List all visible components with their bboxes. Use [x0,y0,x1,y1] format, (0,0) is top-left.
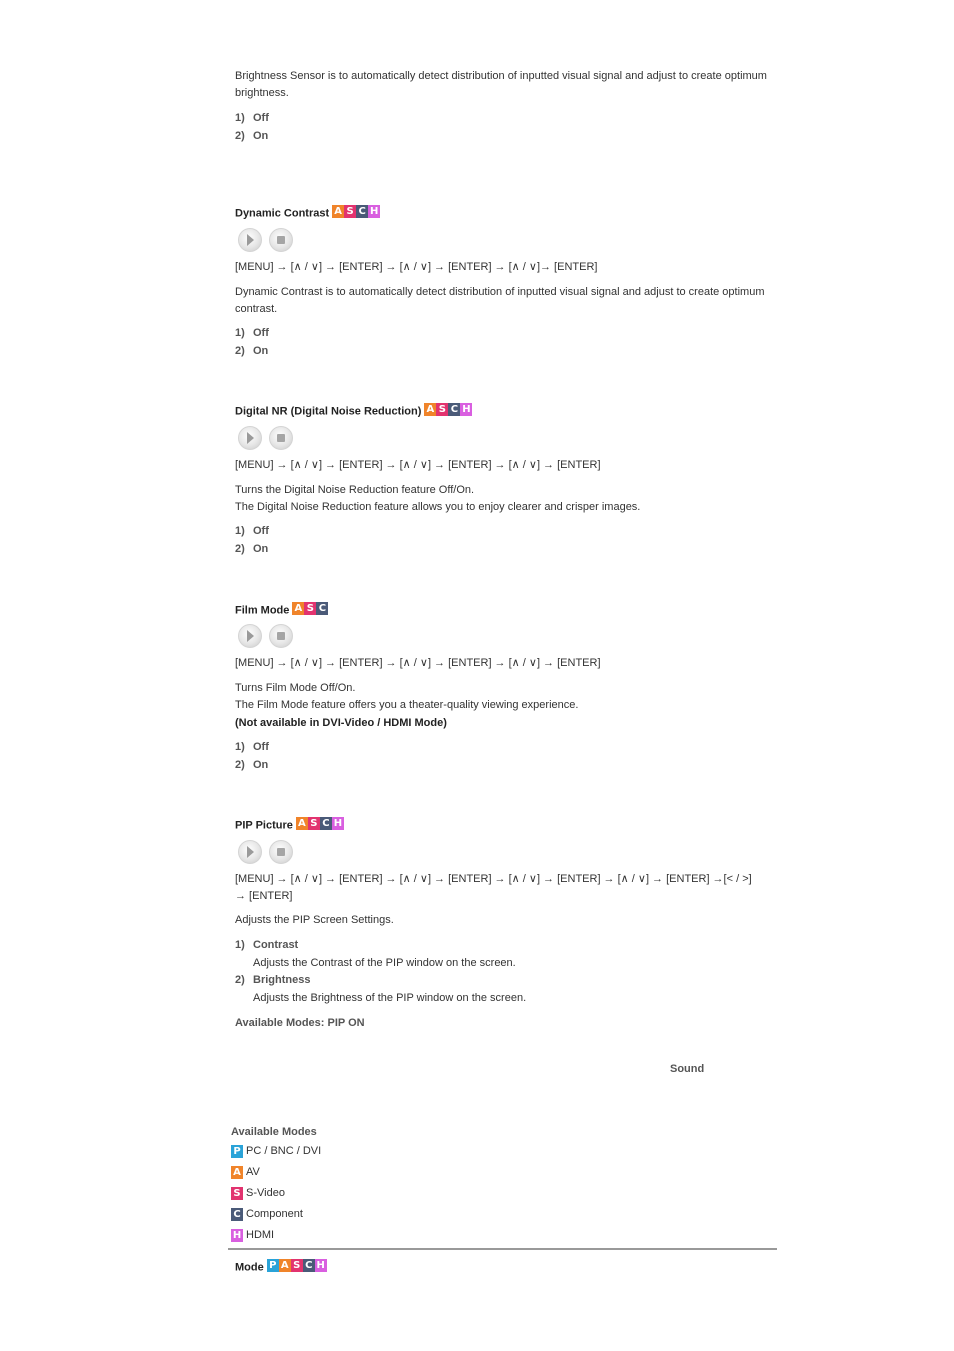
media-controls [238,228,300,252]
s-video-mode-icon: S [291,1259,303,1272]
media-controls [238,624,300,648]
s-video-mode-icon: S [304,602,316,615]
mode-badges [267,1259,327,1272]
pip-item-brightness: 2) Brightness [235,974,311,986]
av-mode-icon: A [332,205,344,218]
stop-icon[interactable] [269,840,293,864]
play-icon[interactable] [238,624,262,648]
mode-badges [332,205,380,218]
brightness-sensor-description: Brightness Sensor is to automatically detect distribution of inputted visual signal and adjust to create optimum brightness. [235,70,767,99]
s-video-mode-icon: S [436,403,448,416]
digital-nr-description-2: The Digital Noise Reduction feature allows you to enjoy clearer and crisper images. [235,501,641,513]
component-mode-icon: C [356,205,368,218]
component-mode-icon: C [448,403,460,416]
av-mode-icon: A [279,1259,291,1272]
dynamic-contrast-menu-path: [MENU] → [∧ / ∨] → [ENTER] → [∧ / ∨] → [ENTER] → [∧ / ∨]→ [ENTER] [235,261,598,273]
stop-icon[interactable] [269,228,293,252]
available-modes-legend [231,1144,321,1249]
av-mode-icon: A [292,602,304,615]
pip-picture-menu-path-line-2: → [ENTER] [235,890,293,902]
hdmi-mode-icon: H [333,818,343,829]
pip-item-brightness-description: Adjusts the Brightness of the PIP window on the screen. [253,992,527,1004]
legend-item-component: C Component [231,1207,321,1228]
s-video-mode-icon: S [344,205,356,218]
dynamic-contrast-description: Dynamic Contrast is to automatically detect distribution of inputted visual signal and adjust to create optimum contrast. [235,286,765,315]
film-mode-option-on: 2) On [235,759,269,771]
brightness-sensor-option-on: 2) On [235,130,269,142]
pc-mode-icon: P [231,1145,243,1158]
legend-item-hdmi: H HDMI [232,1229,275,1241]
s-video-mode-icon: S [231,1187,243,1200]
pip-picture-description: Adjusts the PIP Screen Settings. [235,914,394,926]
media-controls [238,840,300,864]
av-mode-icon: A [424,403,436,416]
pip-available-modes: Available Modes: PIP ON [235,1017,365,1029]
section-divider [228,1248,777,1250]
hdmi-mode-icon: H [369,206,379,217]
film-mode-heading: Film Mode A S C [235,602,328,616]
component-mode-icon: C [303,1259,315,1272]
dynamic-contrast-heading: Dynamic Contrast A S C H [235,206,379,220]
play-icon[interactable] [238,228,262,252]
sound-section-heading: Sound [670,1063,705,1075]
component-mode-icon: C [316,602,328,615]
legend-item-s-video: S S-Video [231,1186,321,1207]
digital-nr-menu-path: [MENU] → [∧ / ∨] → [ENTER] → [∧ / ∨] → [ENTER] → [∧ / ∨] → [ENTER] [235,459,601,471]
stop-icon[interactable] [269,624,293,648]
film-mode-menu-path: [MENU] → [∧ / ∨] → [ENTER] → [∧ / ∨] → [ENTER] → [∧ / ∨] → [ENTER] [235,657,601,669]
mode-heading: Mode P A S C H [235,1260,325,1274]
film-mode-option-off: 1) Off [235,741,269,753]
pc-mode-icon: P [267,1259,279,1272]
media-controls [238,426,300,450]
av-mode-icon: A [296,817,308,830]
available-modes-title: Available Modes [231,1126,317,1138]
dynamic-contrast-option-on: 2) On [235,345,269,357]
hdmi-mode-icon: H [462,404,471,415]
brightness-sensor-option-off: 1) Off [235,112,269,124]
s-video-mode-icon: S [308,817,320,830]
component-mode-icon: C [320,817,332,830]
mode-badges [424,403,472,416]
digital-nr-description-1: Turns the Digital Noise Reduction feature Off/On. [235,484,475,496]
digital-nr-heading: Digital NR (Digital Noise Reduction) A S C H [235,404,471,418]
pip-item-contrast-description: Adjusts the Contrast of the PIP window on the screen. [253,957,516,969]
pip-item-contrast: 1) Contrast [235,939,299,951]
av-mode-icon: A [231,1166,243,1179]
legend-item-pc: P PC / BNC / DVI [231,1144,321,1165]
dynamic-contrast-option-off: 1) Off [235,327,269,339]
stop-icon[interactable] [269,426,293,450]
mode-badges [296,817,344,830]
pip-picture-heading: PIP Picture A S C H [235,818,343,832]
film-mode-description-2: The Film Mode feature offers you a theater-quality viewing experience. [235,699,579,711]
play-icon[interactable] [238,840,262,864]
film-mode-description-1: Turns Film Mode Off/On. [235,682,356,694]
play-icon[interactable] [238,426,262,450]
pip-picture-menu-path-line-1: [MENU] → [∧ / ∨] → [ENTER] → [∧ / ∨] → [ENTER] → [∧ / ∨] → [ENTER] → [∧ / ∨] → [ENTER] →[< / >] [235,873,752,885]
hdmi-mode-icon: H [232,1229,242,1241]
legend-item-av: A AV [231,1165,321,1186]
digital-nr-option-on: 2) On [235,543,269,555]
film-mode-note: (Not available in DVI-Video / HDMI Mode) [235,717,447,729]
component-mode-icon: C [231,1208,243,1221]
mode-badges [292,602,328,615]
digital-nr-option-off: 1) Off [235,525,269,537]
hdmi-mode-icon: H [316,1260,325,1271]
